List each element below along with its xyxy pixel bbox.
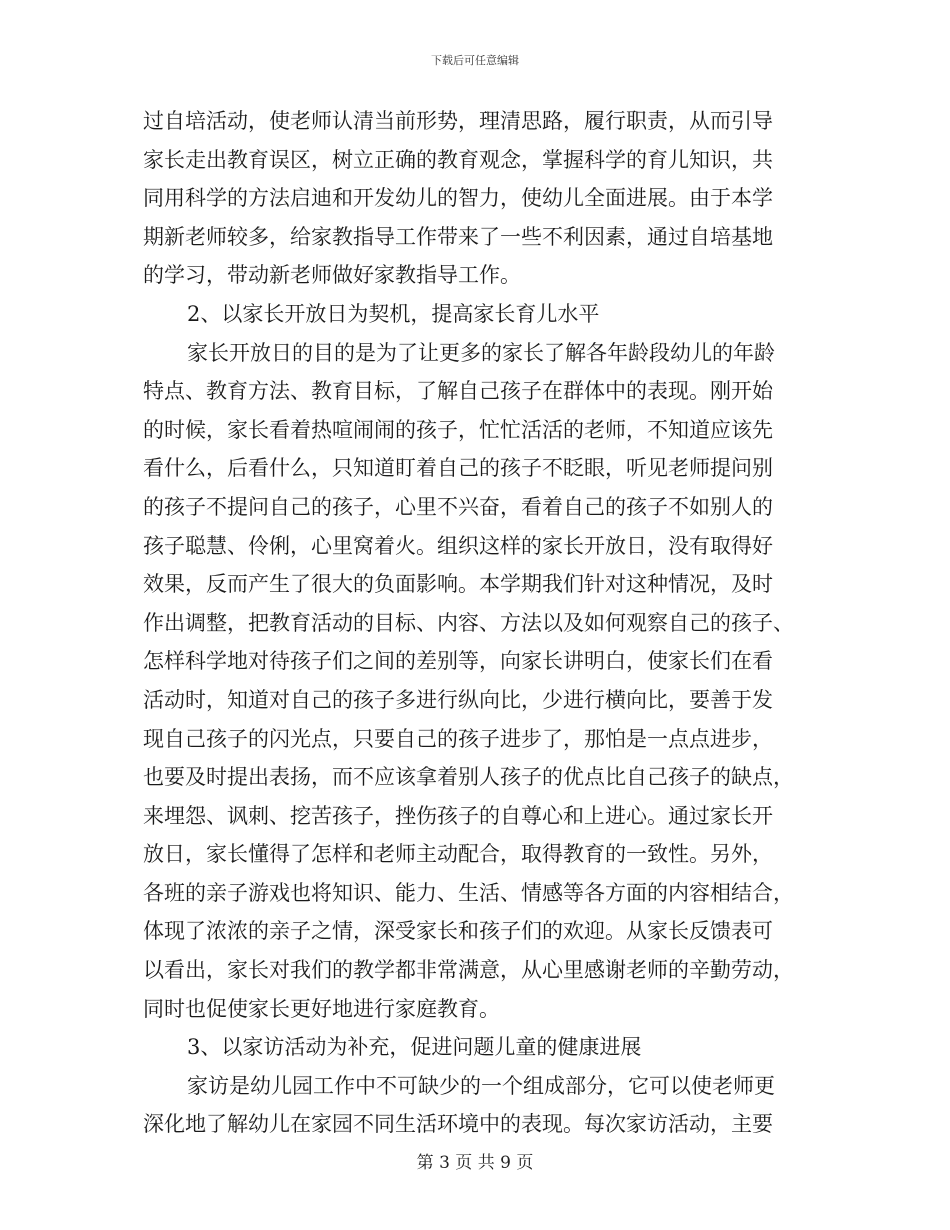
body-line: 各班的亲子游戏也将知识、能力、生活、情感等各方面的内容相结合，	[143, 880, 794, 905]
body-line: 的时候，家长看着热喧闹闹的孩子，忙忙活活的老师，不知道应该先	[143, 417, 773, 442]
body-line: 同用科学的方法启迪和开发幼儿的智力，使幼儿全面进展。由于本学	[143, 186, 773, 211]
body-line: 以看出，家长对我们的教学都非常满意，从心里感谢老师的辛勤劳动，	[143, 958, 794, 983]
body-line: 作出调整，把教育活动的目标、内容、方法以及如何观察自己的孩子、	[143, 610, 794, 635]
body-line: 家长走出教育误区，树立正确的教育观念，掌握科学的育儿知识，共	[143, 147, 773, 172]
body-line: 过自培活动，使老师认清当前形势，理清思路，履行职责，从而引导	[143, 109, 773, 133]
body-line: 怎样科学地对待孩子们之间的差别等，向家长讲明白，使家长们在看	[143, 649, 773, 674]
body-line: 活动时，知道对自己的孩子多进行纵向比，少进行横向比，要善于发	[143, 687, 773, 712]
page-number-footer: 第 3 页 共 9 页	[416, 1153, 534, 1173]
body-line: 孩子聪慧、伶俐，心里窝着火。组织这样的家长开放日，没有取得好	[143, 533, 773, 558]
body-line: 期新老师较多，给家教指导工作带来了一些不利因素，通过自培基地	[143, 224, 773, 249]
document-body	[143, 102, 811, 1144]
body-line: 特点、教育方法、教育目标，了解自己孩子在群体中的表现。刚开始	[143, 379, 773, 404]
body-line: 也要及时提出表扬，而不应该拿着别人孩子的优点比自己孩子的缺点，	[143, 765, 794, 790]
body-line: 的孩子不提问自己的孩子，心里不兴奋，看着自己的孩子不如别人的	[143, 494, 773, 519]
body-line: 体现了浓浓的亲子之情，深受家长和孩子们的欢迎。从家长反馈表可	[143, 919, 773, 944]
section-heading: 3、以家访活动为补充，促进问题儿童的健康进展	[187, 1035, 642, 1060]
body-line: 深化地了解幼儿在家园不同生活环境中的表现。每次家访活动，主要	[143, 1112, 773, 1137]
body-line: 效果，反而产生了很大的负面影响。本学期我们针对这种情况，及时	[143, 572, 773, 597]
paragraph-first-line: 家长开放日的目的是为了让更多的家长了解各年龄段幼儿的年龄	[187, 340, 775, 365]
section-heading: 2、以家长开放日为契机，提高家长育儿水平	[187, 301, 600, 326]
body-line: 来埋怨、讽刺、挖苦孩子，挫伤孩子的自尊心和上进心。通过家长开	[143, 803, 773, 828]
body-line: 放日，家长懂得了怎样和老师主动配合，取得教育的一致性。另外，	[143, 842, 773, 867]
body-line: 同时也促使家长更好地进行家庭教育。	[143, 996, 500, 1021]
body-line: 看什么，后看什么，只知道盯着自己的孩子不眨眼，听见老师提问别	[143, 456, 773, 481]
body-line: 的学习，带动新老师做好家教指导工作。	[143, 263, 521, 288]
body-line: 现自己孩子的闪光点，只要自己的孩子进步了，那怕是一点点进步，	[143, 726, 773, 751]
page-header-note: 下载后可任意编辑	[431, 54, 519, 67]
paragraph-first-line: 家访是幼儿园工作中不可缺少的一个组成部分，它可以使老师更	[187, 1073, 775, 1098]
